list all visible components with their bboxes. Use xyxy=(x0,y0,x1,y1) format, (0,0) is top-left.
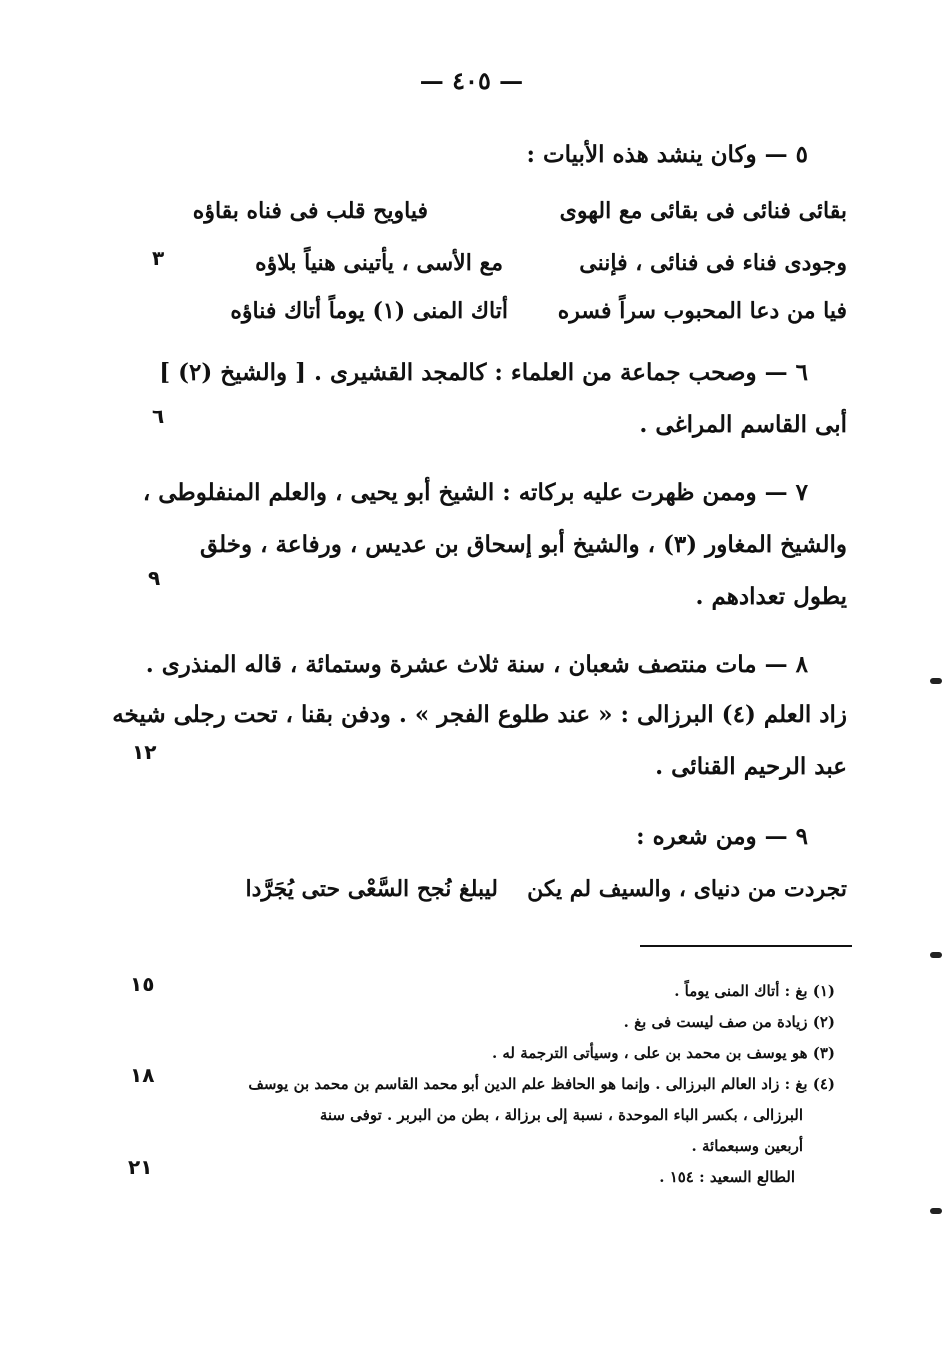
page-number: — ٤٠٥ — xyxy=(419,66,524,95)
footnote-3: (٣) هو يوسف بن محمد بن على ، وسيأتى الترجمة له . xyxy=(491,1044,835,1062)
verse-4-right-hemistich: تجردت من دنياى ، والسيف لم يكن xyxy=(527,876,847,902)
footnote-4-line-1: (٤) بغ : زاد العالم البرزالى . وإنما هو الحافظ علم الدين أبو محمد القاسم بن محمد بن يوسف xyxy=(248,1075,835,1093)
verse-1-left-hemistich: فياويح قلب فى فناه بقاؤه xyxy=(192,198,428,224)
verse-3-left-hemistich: أتاك المنى (١) يوماً أتاك فناؤه xyxy=(230,298,508,324)
margin-line-number: ١٢ xyxy=(132,740,157,764)
scan-edge-mark xyxy=(930,1208,942,1214)
footnote-2: (٢) زيادة من صف ليست فى بغ . xyxy=(623,1013,835,1031)
footnote-separator xyxy=(640,945,852,947)
verse-3-right-hemistich: فيا من دعا المحبوب سراً فسره xyxy=(557,298,847,324)
margin-line-number: ٣ xyxy=(152,246,165,270)
scan-edge-mark xyxy=(930,952,942,958)
paragraph-6-line-1: ٦ — وصحب جماعة من العلماء : كالمجد القشيرى . [ والشيخ (٢) ] xyxy=(159,359,808,386)
paragraph-7-line-2: والشيخ المغاور (٣) ، والشيخ أبو إسحاق بن عديس ، ورفاعة ، وخلق xyxy=(200,531,847,558)
paragraph-6-line-2: أبى القاسم المراغى . xyxy=(639,411,847,438)
margin-line-number: ٦ xyxy=(152,404,165,428)
paragraph-7-line-3: يطول تعدادهم . xyxy=(695,583,847,610)
verse-4-left-hemistich: ليبلغ نُجح السَّعْى حتى يُجَرَّدا xyxy=(245,876,498,902)
margin-line-number: ٢١ xyxy=(128,1155,153,1179)
footnote-1: (١) بغ : أتاك المنى يوماً . xyxy=(674,982,835,1000)
footnote-source: الطالع السعيد : ١٥٤ . xyxy=(659,1168,795,1186)
verse-2-left-hemistich: مع الأسى ، يأتينى هنياً بلاؤه xyxy=(255,250,503,276)
paragraph-8-line-2: زاد العلم (٤) البرزالى : « عند طلوع الفجر » . ودفن بقنا ، تحت رجلى شيخه xyxy=(112,701,847,728)
margin-line-number: ١٨ xyxy=(130,1063,155,1087)
margin-line-number: ١٥ xyxy=(130,972,155,996)
margin-line-number: ٩ xyxy=(148,566,161,590)
footnote-4-line-3: أربعين وسبعمائة . xyxy=(691,1137,803,1155)
paragraph-9-intro: ٩ — ومن شعره : xyxy=(636,823,808,850)
paragraph-8-line-3: عبد الرحيم القنائى . xyxy=(655,753,847,780)
scan-edge-mark xyxy=(930,678,942,684)
paragraph-8-line-1: ٨ — مات منتصف شعبان ، سنة ثلاث عشرة وستمائة ، قاله المنذرى . xyxy=(145,651,808,678)
verse-1-right-hemistich: بقائى فنائى فى بقائى مع الهوى xyxy=(559,198,847,224)
paragraph-5-intro: ٥ — وكان ينشد هذه الأبيات : xyxy=(526,141,808,168)
footnote-4-line-2: البرزالى ، بكسر الباء الموحدة ، نسبة إلى برزالة ، بطن من البربر . توفى سنة xyxy=(319,1106,803,1124)
verse-2-right-hemistich: وجودى فناء فى فنائى ، فإننى xyxy=(579,250,847,276)
paragraph-7-line-1: ٧ — وممن ظهرت عليه بركاته : الشيخ أبو يحيى ، والعلم المنفلوطى ، xyxy=(142,479,808,506)
